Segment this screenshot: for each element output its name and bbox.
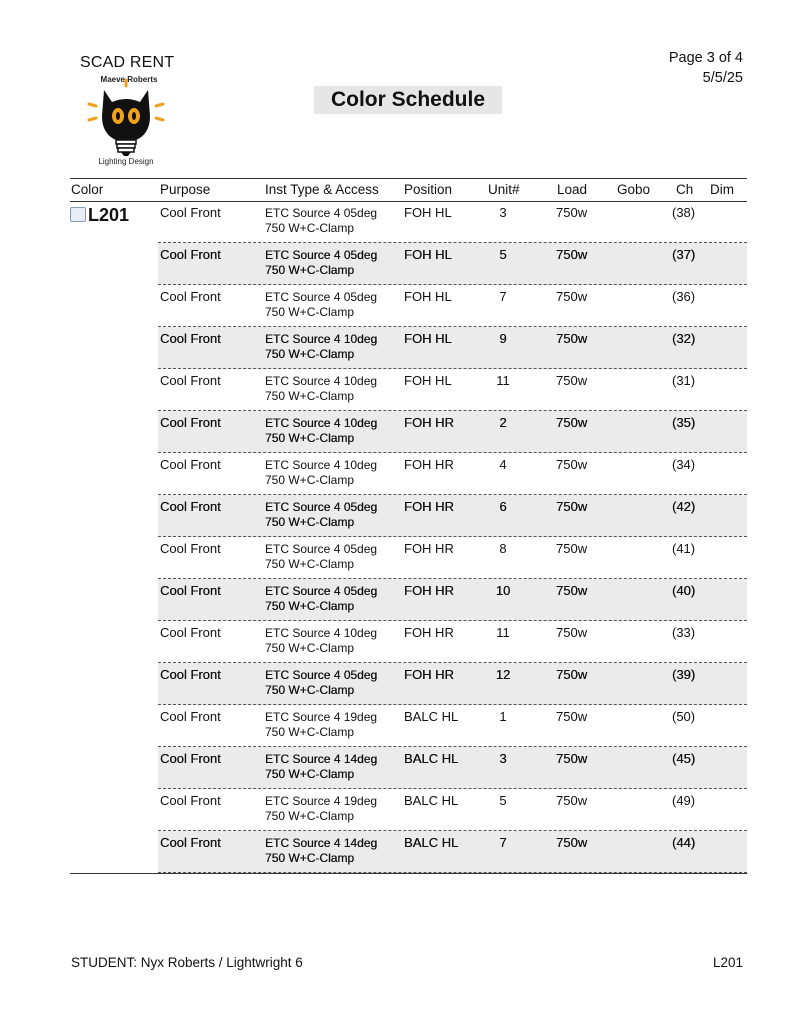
cell-purpose: Cool Front [160,751,221,766]
cell-purpose: Cool Front [160,583,221,598]
cell-ch: (49) [672,793,696,808]
cell-ch: (45) [672,751,696,766]
inst-access: 750 W+C-Clamp [265,431,355,445]
cell-ch: (37) [672,247,696,262]
table-row [158,705,747,747]
cell-position: BALC HL [404,835,459,850]
cell-unit: 11 [496,625,510,640]
inst-access: 750 W+C-Clamp [265,221,355,235]
cell-type [265,668,377,698]
inst-type: ETC Source 4 10deg [265,374,378,388]
table-row [158,411,747,453]
cell-unit: 7 [499,289,507,304]
cell-purpose: Cool Front [160,205,221,220]
cell-unit: 1 [499,709,507,724]
cell-ch: (40) [672,583,696,598]
cell-purpose: Cool Front [160,247,221,262]
cell-load: 750w [556,625,588,640]
inst-access: 750 W+C-Clamp [265,851,355,865]
cell-type [265,458,377,488]
inst-type: ETC Source 4 14deg [265,836,378,850]
table-bottom-rule [70,873,747,874]
cell-type [265,374,377,404]
designer-name: Maeve Roberts [100,75,158,84]
cell-ch: (44) [672,835,696,850]
cell-load: 750w [556,751,588,766]
header-left [80,54,174,72]
cell-unit: 3 [499,751,507,766]
cell-load: 750w [556,583,588,598]
cell-ch: (42) [672,499,696,514]
cell-unit: 6 [499,499,507,514]
inst-access: 750 W+C-Clamp [265,263,355,277]
cell-type [265,332,377,362]
inst-access: 750 W+C-Clamp [265,557,355,571]
inst-access: 750 W+C-Clamp [265,305,355,319]
col-position: Position [404,182,453,197]
cell-unit: 5 [499,247,507,262]
cell-unit: 2 [499,415,507,430]
cell-position: FOH HL [404,331,452,346]
table-row [158,201,747,243]
color-schedule-table [70,178,747,865]
cell-type [265,794,377,824]
table-header [70,178,747,202]
cell-load: 750w [556,415,588,430]
cell-position: FOH HR [404,499,454,514]
cell-position: BALC HL [404,709,459,724]
cell-ch: (35) [672,415,696,430]
cell-position: FOH HL [404,373,452,388]
cell-purpose: Cool Front [160,793,221,808]
cell-load: 750w [556,331,588,346]
inst-type: ETC Source 4 05deg [265,248,378,262]
cell-purpose: Cool Front [160,331,221,346]
inst-type: ETC Source 4 05deg [265,500,378,514]
cell-purpose: Cool Front [160,289,221,304]
col-gobo: Gobo [617,182,651,197]
inst-type: ETC Source 4 05deg [265,668,378,682]
cell-ch: (39) [672,667,696,682]
table-row [158,327,747,369]
inst-access: 750 W+C-Clamp [265,641,355,655]
cell-position: FOH HL [404,205,452,220]
table-row [158,747,747,789]
cell-ch: (31) [672,373,696,388]
page-title: Color Schedule [314,86,502,114]
table-row [158,369,747,411]
cell-unit: 11 [496,373,510,388]
inst-type: ETC Source 4 10deg [265,332,378,346]
col-load: Load [557,182,588,197]
cell-ch: (41) [672,541,696,556]
col-unit: Unit# [488,182,520,197]
cell-position: FOH HR [404,541,454,556]
cell-ch: (32) [672,331,696,346]
cell-unit: 10 [495,583,511,598]
cell-load: 750w [556,709,588,724]
cell-purpose: Cool Front [160,625,221,640]
table-row [158,621,747,663]
inst-type: ETC Source 4 05deg [265,542,378,556]
table-row [158,831,747,873]
cell-position: BALC HL [404,793,459,808]
cell-load: 750w [556,205,588,220]
cell-load: 750w [556,289,588,304]
logo-caption: Lighting Design [98,157,154,166]
col-inst-type: Inst Type & Access [265,182,379,197]
cell-type [265,542,377,572]
inst-access: 750 W+C-Clamp [265,809,355,823]
cell-unit: 9 [499,331,507,346]
page-info [669,48,743,88]
cell-load: 750w [556,835,588,850]
org-name: SCAD RENT [80,54,175,71]
cell-ch: (33) [672,625,696,640]
table-row [158,495,747,537]
cell-purpose: Cool Front [160,835,221,850]
cell-type [265,248,377,278]
cell-unit: 3 [499,205,507,220]
inst-type: ETC Source 4 10deg [265,416,378,430]
table-row [158,537,747,579]
inst-type: ETC Source 4 19deg [265,794,378,808]
cell-position: FOH HL [404,247,452,262]
inst-access: 750 W+C-Clamp [265,347,355,361]
inst-type: ETC Source 4 05deg [265,584,378,598]
inst-access: 750 W+C-Clamp [265,683,355,697]
table-row [158,453,747,495]
inst-type: ETC Source 4 05deg [265,290,378,304]
inst-type: ETC Source 4 10deg [265,458,378,472]
inst-access: 750 W+C-Clamp [265,389,355,403]
inst-type: ETC Source 4 19deg [265,710,378,724]
cell-type [265,710,377,740]
inst-access: 750 W+C-Clamp [265,725,355,739]
cell-unit: 7 [499,835,507,850]
cell-type [265,206,377,236]
cell-type [265,626,377,656]
cell-purpose: Cool Front [160,415,221,430]
table-row [158,663,747,705]
cell-purpose: Cool Front [160,667,221,682]
cell-unit: 4 [499,457,507,472]
cell-type [265,500,377,530]
cell-purpose: Cool Front [160,541,221,556]
cell-type [265,290,377,320]
cell-load: 750w [556,247,588,262]
cell-position: FOH HR [404,457,454,472]
inst-access: 750 W+C-Clamp [265,473,355,487]
col-color: Color [71,182,104,197]
cell-type [265,752,377,782]
cell-purpose: Cool Front [160,709,221,724]
cell-position: BALC HL [404,751,459,766]
cell-load: 750w [556,373,588,388]
col-dim: Dim [710,182,734,197]
table-row [158,285,747,327]
footer-student: STUDENT: Nyx Roberts / Lightwright 6 [71,955,303,970]
cell-ch: (36) [672,289,696,304]
cell-load: 750w [556,541,588,556]
cell-type [265,416,377,446]
cell-load: 750w [556,499,588,514]
cell-ch: (38) [672,205,696,220]
cell-type [265,836,377,866]
col-purpose: Purpose [160,182,211,197]
cell-unit: 5 [499,793,507,808]
page-number: Page 3 of 4 [668,50,743,66]
inst-type: ETC Source 4 10deg [265,626,378,640]
cell-ch: (34) [672,457,696,472]
cell-load: 750w [556,667,588,682]
inst-access: 750 W+C-Clamp [265,599,355,613]
cell-purpose: Cool Front [160,457,221,472]
table-row [158,579,747,621]
inst-access: 750 W+C-Clamp [265,767,355,781]
col-ch: Ch [676,182,694,197]
cell-unit: 8 [499,541,507,556]
cell-unit: 12 [495,667,511,682]
cell-purpose: Cool Front [160,499,221,514]
cell-type [265,584,377,614]
inst-access: 750 W+C-Clamp [265,515,355,529]
cell-load: 750w [556,793,588,808]
cell-position: FOH HR [404,415,454,430]
inst-type: ETC Source 4 14deg [265,752,378,766]
color-swatch [70,207,86,222]
cell-position: FOH HR [404,583,454,598]
footer-color-code: L201 [712,955,743,970]
cell-position: FOH HL [404,289,452,304]
color-code: L201 [88,205,130,225]
cell-position: FOH HR [404,625,454,640]
cell-load: 750w [556,457,588,472]
cell-purpose: Cool Front [160,373,221,388]
table-row [158,243,747,285]
inst-type: ETC Source 4 05deg [265,206,378,220]
cat-lightbulb-logo [86,76,166,168]
cell-position: FOH HR [404,667,454,682]
print-date: 5/5/25 [702,70,743,86]
cell-ch: (50) [672,709,696,724]
table-row [158,789,747,831]
